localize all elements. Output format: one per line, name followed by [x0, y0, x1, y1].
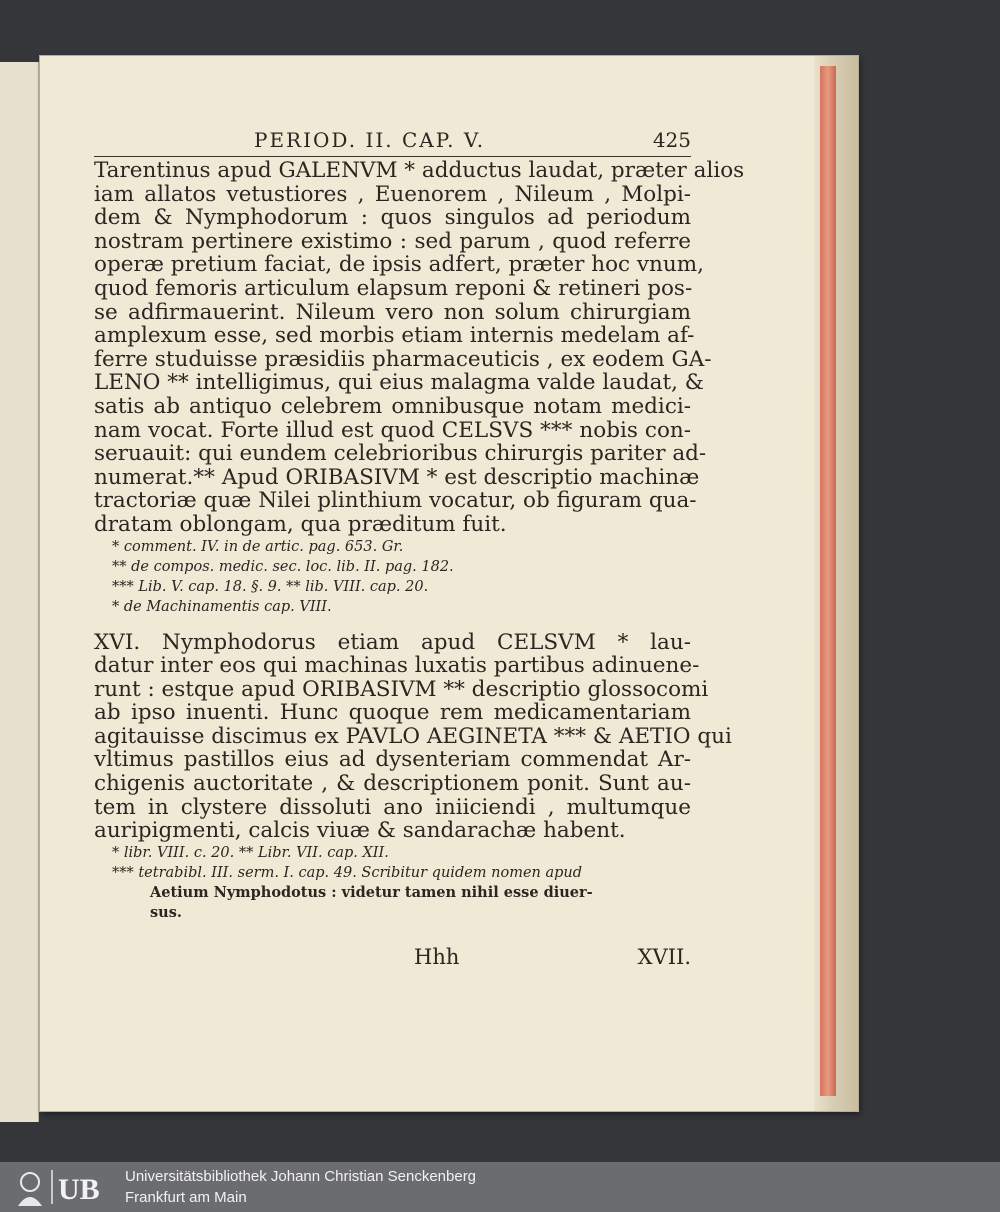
footnotes-2: [112, 843, 691, 923]
page-content: [94, 126, 745, 985]
text-line: runt : estque apud ORIBASIVM ** descriptio glossocomi: [94, 676, 709, 702]
text-line: tem in clystere dissoluti ano iniiciendi , multumque: [94, 794, 691, 820]
text-line: agitauisse discimus ex PAVLO AEGINETA *** & AETIO qui: [94, 723, 732, 749]
text-line: numerat.** Apud ORIBASIVM * est descriptio machinæ: [94, 464, 700, 490]
text-line: se adfirmauerint. Nileum vero non solum chirurgiam: [94, 299, 691, 325]
text-line: dem & Nymphodorum : quos singulos ad periodum: [94, 205, 691, 231]
text-line: ab ipso inuenti. Hunc quoque rem medicamentariam: [94, 700, 691, 726]
facing-page-edge: [0, 62, 39, 1122]
running-head: [94, 126, 691, 157]
footnote-line: * de Machinamentis cap. VIII.: [112, 598, 332, 615]
footnote-line: *** tetrabibl. III. serm. I. cap. 49. Scribitur quidem nomen apud: [112, 864, 583, 881]
text-line: XVI. Nymphodorus etiam apud CELSVM * lau-: [94, 629, 691, 655]
text-line: tractoriæ quæ Nilei plinthium vocatur, ob figuram qua-: [94, 488, 697, 514]
text-line: chigenis auctoritate , & descriptionem ponit. Sunt au-: [94, 771, 691, 797]
text-line: operæ pretium faciat, de ipsis adfert, præter hoc vnum,: [94, 252, 704, 278]
running-title: PERIOD. II. CAP. V.: [254, 128, 486, 152]
text-line: LENO ** intelligimus, qui eius malagma valde laudat, &: [94, 370, 704, 396]
footnote-line: sus.: [150, 903, 182, 921]
ub-logo-icon[interactable]: [6, 1166, 116, 1208]
footnotes-1: [112, 537, 691, 617]
text-line: dratam oblongam, qua præditum fuit.: [94, 511, 507, 537]
text-line: nostram pertinere existimo : sed parum , quod referre: [94, 228, 691, 254]
library-banner: [0, 1162, 1000, 1212]
text-line: datur inter eos qui machinas luxatis partibus adinuene-: [94, 653, 700, 679]
footnote-line: ** de compos. medic. sec. loc. lib. II. pag. 182.: [112, 558, 454, 575]
text-line: nam vocat. Forte illud est quod CELSVS *** nobis con-: [94, 417, 691, 443]
catchword: XVII.: [637, 944, 691, 969]
text-line: seruauit: qui eundem celebrioribus chirurgis pariter ad-: [94, 441, 707, 467]
library-name: Universitätsbibliothek Johann Christian Senckenberg: [125, 1168, 477, 1185]
signature-mark: Hhh: [414, 944, 460, 969]
text-line: ferre studuisse præsidiis pharmaceuticis , ex eodem GA-: [94, 346, 712, 372]
page-number: 425: [652, 128, 691, 152]
text-line: vltimus pastillos eius ad dysenteriam commendat Ar-: [94, 747, 691, 773]
library-city: Frankfurt am Main: [125, 1189, 247, 1206]
text-line: Tarentinus apud GALENVM * adductus laudat, præter alios: [94, 158, 745, 183]
text-line: satis ab antiquo celebrem omnibusque notam medici-: [94, 393, 691, 419]
text-line: iam allatos vetustiores , Euenorem , Nileum , Molpi-: [94, 181, 691, 207]
text-line: quod femoris articulum elapsum reponi & retineri pos-: [94, 275, 693, 301]
text-line: amplexum esse, sed morbis etiam internis medelam af-: [94, 323, 695, 349]
logo-text: UB: [58, 1173, 100, 1206]
paragraph-2: [94, 629, 732, 844]
paragraph-1: [94, 158, 745, 537]
footnote-line: * libr. VIII. c. 20. ** Libr. VII. cap. XII.: [112, 844, 389, 861]
page-foot: [94, 945, 691, 985]
footnote-line: *** Lib. V. cap. 18. §. 9. ** lib. VIII. cap. 20.: [112, 578, 429, 595]
footnote-line: * comment. IV. in de artic. pag. 653. Gr.: [112, 538, 404, 555]
text-line: auripigmenti, calcis viuæ & sandarachæ habent.: [94, 818, 626, 844]
footnote-line: Aetium Nymphodotus : videtur tamen nihil esse diuer-: [150, 883, 593, 901]
page-edge: [814, 56, 858, 1111]
